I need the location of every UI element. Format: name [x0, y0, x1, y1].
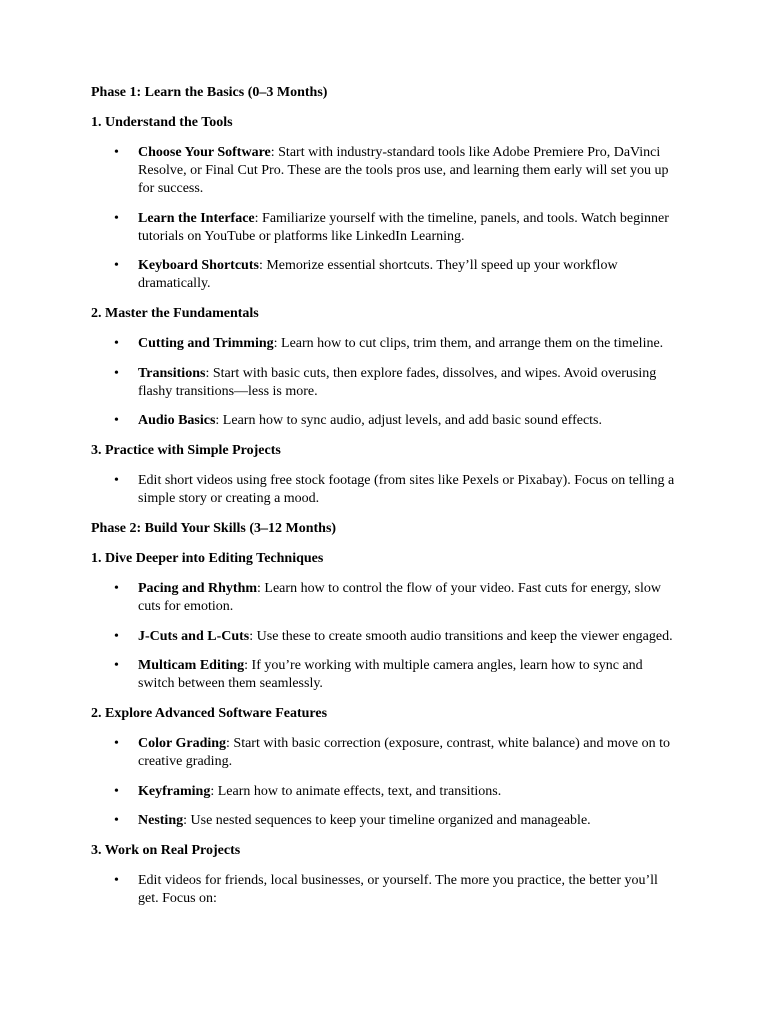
bullet-icon: •	[114, 365, 119, 381]
list-item	[91, 412, 681, 430]
item-term: Transitions	[138, 365, 206, 381]
bullet-icon: •	[114, 336, 119, 351]
list-item	[91, 144, 681, 198]
item-text: : Start with basic correction (exposure, contrast, white balance) and move on to creative grading.	[138, 736, 670, 769]
item-text: : Learn how to animate effects, text, and transitions.	[210, 783, 502, 799]
section-heading: 2. Explore Advanced Software Features	[91, 706, 328, 721]
item-text: : Start with industry-standard tools like Adobe Premiere Pro, DaVinci Resolve, or Final Cut Pro. These are the tools pros use, and learning them early will set you up for success.	[138, 145, 669, 196]
item-text: : Memorize essential shortcuts. They’ll speed up your workflow dramatically.	[138, 258, 618, 291]
bullet-icon: •	[114, 813, 119, 828]
bullet-icon: •	[114, 783, 119, 799]
item-text: : Use these to create smooth audio transitions and keep the viewer engaged.	[249, 628, 673, 644]
item-term: Learn the Interface	[138, 210, 255, 226]
bullet-list	[91, 735, 681, 830]
item-text: : Learn how to sync audio, adjust levels, and add basic sound effects.	[215, 413, 603, 428]
list-item	[91, 657, 681, 693]
item-term: Color Grading	[138, 736, 227, 751]
bullet-icon: •	[114, 581, 119, 596]
item-term: Multicam Editing	[138, 658, 245, 673]
item-term: Nesting	[138, 813, 184, 828]
list-item	[91, 580, 681, 616]
phase-title: Phase 1: Learn the Basics (0–3 Months)	[91, 85, 328, 100]
item-text: : Start with basic cuts, then explore fades, dissolves, and wipes. Avoid overusing flashy transitions—less is more.	[138, 365, 657, 399]
item-text: : Use nested sequences to keep your timeline organized and manageable.	[183, 813, 591, 828]
bullet-icon: •	[114, 658, 119, 673]
bullet-icon: •	[114, 473, 119, 488]
item-text: : If you’re working with multiple camera angles, learn how to sync and switch between them seamlessly.	[138, 658, 643, 691]
list-item	[91, 872, 681, 908]
bullet-icon: •	[114, 210, 119, 226]
list-item	[91, 335, 681, 353]
bullet-list	[91, 580, 681, 693]
bullet-icon: •	[114, 413, 119, 428]
bullet-icon: •	[114, 145, 119, 160]
item-text: : Familiarize yourself with the timeline, panels, and tools. Watch beginner tutorials on YouTube or platforms like LinkedIn Learning.	[138, 210, 669, 244]
list-item	[91, 735, 681, 771]
list-item	[91, 210, 681, 246]
item-term: Cutting and Trimming	[138, 336, 274, 351]
item-term: Pacing and Rhythm	[138, 581, 258, 596]
section-heading: 1. Dive Deeper into Editing Techniques	[91, 551, 324, 566]
item-term: J-Cuts and L-Cuts	[138, 628, 250, 644]
document-body	[91, 84, 681, 920]
bullet-icon: •	[114, 736, 119, 751]
list-item	[91, 257, 681, 293]
bullet-list	[91, 144, 681, 293]
list-item	[91, 812, 681, 830]
bullet-icon: •	[114, 873, 119, 888]
item-term: Audio Basics	[138, 413, 216, 428]
bullet-list	[91, 335, 681, 430]
item-term: Keyboard Shortcuts	[138, 258, 259, 273]
item-term: Choose Your Software	[138, 145, 271, 160]
bullet-list	[91, 872, 681, 908]
item-text: Edit videos for friends, local businesses, or yourself. The more you practice, the better you’ll get. Focus on:	[138, 873, 658, 906]
item-term: Keyframing	[138, 783, 211, 799]
bullet-icon: •	[114, 628, 119, 644]
section-heading: 3. Work on Real Projects	[91, 843, 241, 858]
bullet-icon: •	[114, 258, 119, 273]
list-item	[91, 472, 681, 508]
list-item	[91, 365, 681, 401]
item-text: : Learn how to cut clips, trim them, and arrange them on the timeline.	[273, 336, 664, 351]
section-heading: 1. Understand the Tools	[91, 115, 233, 130]
bullet-list	[91, 472, 681, 508]
item-text: : Learn how to control the flow of your video. Fast cuts for energy, slow cuts for emotion.	[138, 581, 662, 614]
list-item	[91, 783, 681, 801]
section-heading: 3. Practice with Simple Projects	[91, 443, 281, 458]
phase-title: Phase 2: Build Your Skills (3–12 Months)	[91, 521, 337, 536]
section-heading: 2. Master the Fundamentals	[91, 306, 259, 321]
item-text: Edit short videos using free stock footage (from sites like Pexels or Pixabay). Focus on telling a simple story or creating a mood.	[138, 473, 675, 506]
list-item	[91, 628, 681, 646]
